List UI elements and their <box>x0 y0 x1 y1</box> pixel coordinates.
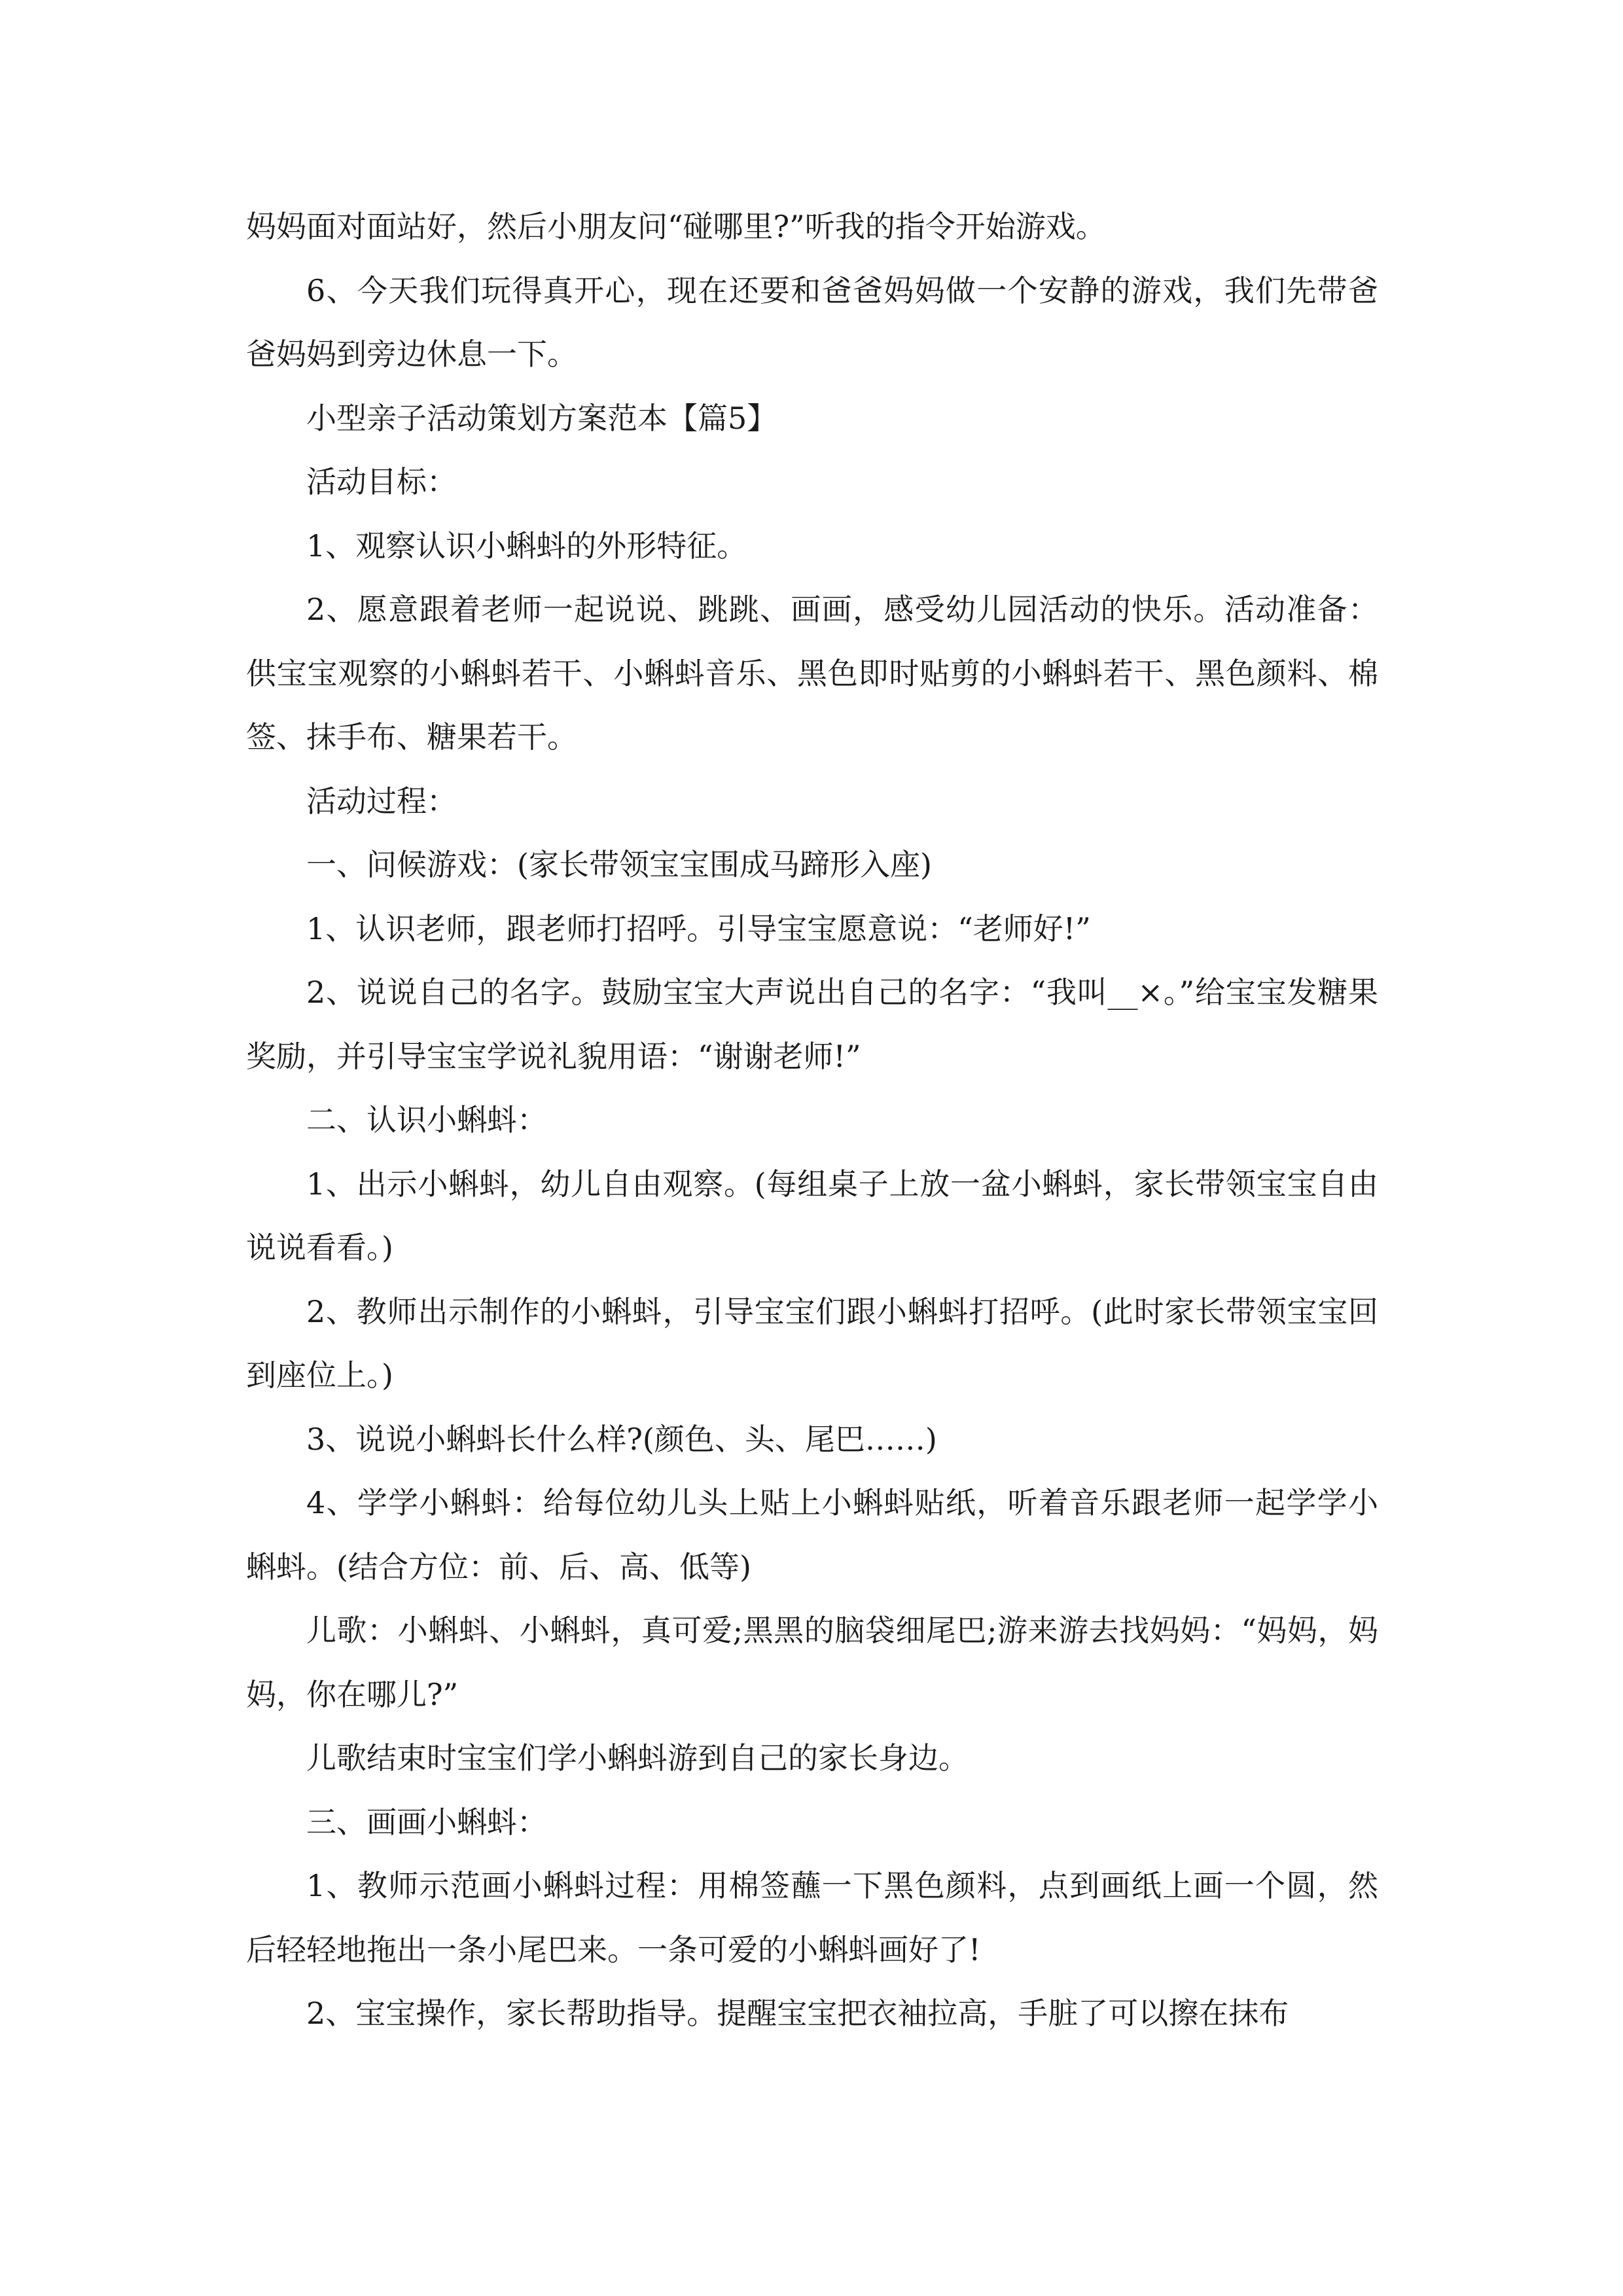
heading-part-1: 一、问候游戏：(家长带领宝宝围成马蹄形入座) <box>306 847 932 882</box>
paragraph-part-1-2: 2、说说自己的名字。鼓励宝宝大声说出自己的名字：“我叫__×。”给宝宝发糖果奖励，并引导宝宝学说礼貌用语：“谢谢老师!” <box>246 975 1378 1074</box>
heading-activity-goals: 活动目标： <box>306 464 457 499</box>
document-body <box>246 195 1378 2046</box>
heading-part-3: 三、画画小蝌蚪： <box>306 1804 547 1840</box>
paragraph-part-2-4: 4、学学小蝌蚪：给每位幼儿头上贴上小蝌蚪贴纸，听着音乐跟老师一起学学小蝌蚪。(结合方位：前、后、高、低等) <box>246 1485 1378 1585</box>
paragraph-part-2-3: 3、说说小蝌蚪长什么样?(颜色、头、尾巴……) <box>306 1421 937 1457</box>
paragraph-goal-2: 2、愿意跟着老师一起说说、跳跳、画画，感受幼儿园活动的快乐。活动准备：供宝宝观察的小蝌蚪若干、小蝌蚪音乐、黑色即时贴剪的小蝌蚪若干、黑色颜料、棉签、抹手布、糖果若干。 <box>246 592 1378 755</box>
paragraph-goal-1: 1、观察认识小蝌蚪的外形特征。 <box>306 528 747 564</box>
paragraph-part-2-1: 1、出示小蝌蚪，幼儿自由观察。(每组桌子上放一盆小蝌蚪，家长带领宝宝自由说说看看。) <box>246 1166 1378 1265</box>
paragraph-song: 儿歌：小蝌蚪、小蝌蚪，真可爱;黑黑的脑袋细尾巴;游来游去找妈妈：“妈妈，妈妈，你在哪儿?” <box>246 1613 1378 1712</box>
paragraph-part-2-2: 2、教师出示制作的小蝌蚪，引导宝宝们跟小蝌蚪打招呼。(此时家长带领宝宝回到座位上。) <box>246 1293 1378 1393</box>
paragraph-part-1-1: 1、认识老师，跟老师打招呼。引导宝宝愿意说：“老师好!” <box>306 910 1091 946</box>
heading-part-2: 二、认识小蝌蚪： <box>306 1102 547 1138</box>
paragraph-part-3-1: 1、教师示范画小蝌蚪过程：用棉签蘸一下黑色颜料，点到画纸上画一个圆，然后轻轻地拖出一条小尾巴来。一条可爱的小蝌蚪画好了! <box>246 1868 1378 1967</box>
paragraph-part-3-2: 2、宝宝操作，家长帮助指导。提醒宝宝把衣袖拉高，手脏了可以擦在抹布 <box>306 1996 1289 2031</box>
heading-activity-process: 活动过程： <box>306 783 457 819</box>
section-title: 小型亲子活动策划方案范本【篇5】 <box>306 400 777 436</box>
paragraph-step-6: 6、今天我们玩得真开心，现在还要和爸爸妈妈做一个安静的游戏，我们先带爸爸妈妈到旁边休息一下。 <box>246 272 1378 372</box>
paragraph-continued-intro: 妈妈面对面站好，然后小朋友问“碰哪里?”听我的指令开始游戏。 <box>246 209 1106 244</box>
paragraph-song-end: 儿歌结束时宝宝们学小蝌蚪游到自己的家长身边。 <box>306 1740 969 1776</box>
